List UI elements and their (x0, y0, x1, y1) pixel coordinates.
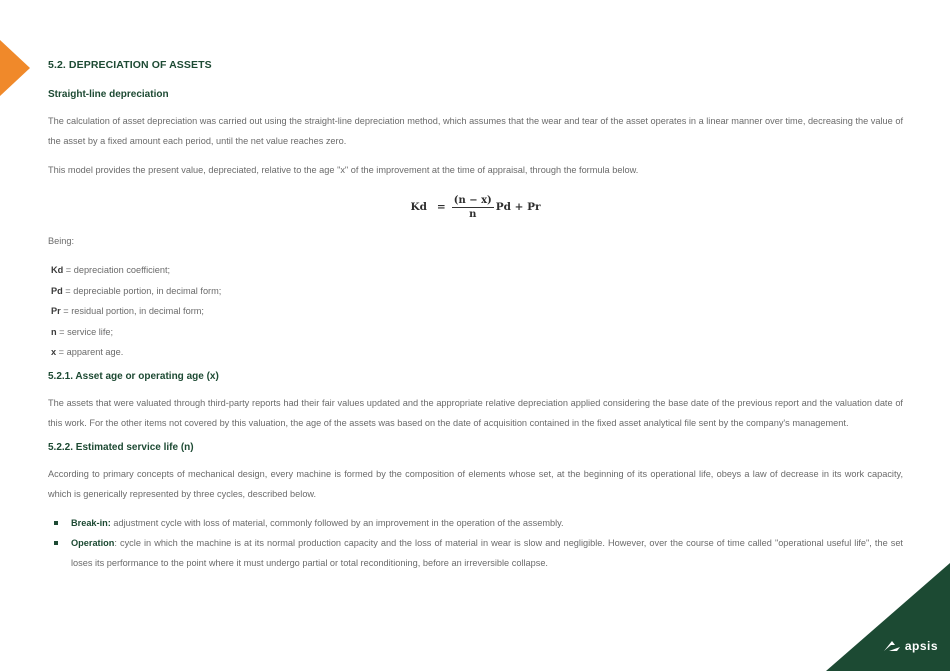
list-item (48, 513, 903, 533)
bullet-term: Operation (71, 537, 115, 548)
bullet-square-icon (54, 521, 58, 525)
apsis-logo (883, 639, 938, 653)
definitions-list (51, 260, 903, 363)
orange-tab-decoration (0, 40, 30, 96)
definition-item (51, 342, 903, 363)
definition-term: Kd (51, 265, 64, 275)
subsection-title: Straight-line depreciation (48, 89, 169, 100)
definition-text: = depreciation coefficient; (63, 265, 171, 275)
logo-text: apsis (904, 639, 938, 653)
paragraph-2: This model provides the present value, depreciated, relative to the age "x" of the improvement at the time of appraisal, through the formula below. (48, 165, 639, 175)
bullet-term: Break-in: (71, 517, 111, 528)
subsection-service-life-title: 5.2.2. Estimated service life (n) (48, 441, 194, 453)
bullet-text: adjustment cycle with loss of material, commonly followed by an improvement in the operation of the assembly. (110, 517, 564, 528)
section-title: 5.2. DEPRECIATION OF ASSETS (48, 59, 212, 71)
definition-term: Pd (51, 285, 63, 296)
definition-text: = residual portion, in decimal form; (60, 306, 204, 317)
formula-numerator: (n − x) (453, 194, 492, 206)
formula-fraction (452, 195, 494, 220)
definition-item (51, 260, 903, 281)
definition-term: x (51, 347, 57, 358)
paragraph-1: The calculation of asset depreciation was carried out using the straight-line depreciation method, which assumes that the wear and tear of the asset operates in a linear manner over time, decreasing the value of the asset by a fixed amount each period, until the net value reaches zero. (48, 116, 903, 146)
list-item (48, 533, 903, 573)
being-label: Being: (48, 236, 75, 246)
definition-item (51, 281, 903, 302)
subsection-asset-age-title: 5.2.1. Asset age or operating age (x) (48, 370, 219, 382)
definition-item (51, 301, 903, 322)
formula-rhs: Pd + Pr (495, 201, 541, 213)
formula-denominator: n (469, 208, 477, 220)
depreciation-formula (48, 189, 903, 225)
formula-equals: = (436, 201, 446, 213)
apsis-logo-icon (883, 640, 901, 652)
green-corner-decoration (826, 563, 950, 671)
definition-text: = depreciable portion, in decimal form; (62, 285, 222, 296)
subsection-service-life-paragraph: According to primary concepts of mechanical design, every machine is formed by the composition of elements whose set, at the beginning of its operational life, obeys a law of decrease in its work capacity, which is generically represented by three cycles, described below. (48, 468, 903, 499)
cycles-list (48, 513, 903, 573)
content-area (48, 59, 903, 573)
definition-item (51, 322, 903, 343)
definition-text: = service life; (56, 326, 114, 337)
subsection-asset-age-paragraph: The assets that were valuated through third-party reports had their fair values updated and the appropriate relative depreciation applied considering the base date of the previous report and the valuation date of this work. For the other items not covered by this valuation, the age of the assets was based on the date of acquisition contained in the fixed asset analytical file sent by the company's management. (48, 397, 903, 428)
definition-term: n (51, 326, 57, 337)
formula-lhs: Kd (410, 201, 427, 213)
definition-term: Pr (51, 306, 61, 317)
bullet-text: : cycle in which the machine is at its normal production capacity and the loss of material in wear is slow and negligible. However, over the course of time called "operational useful life", the set loses its performance to the point where it must undergo partial or total reconditioning, before an irreversible collapse. (71, 537, 903, 568)
bullet-square-icon (54, 541, 58, 545)
definition-text: = apparent age. (56, 347, 124, 358)
